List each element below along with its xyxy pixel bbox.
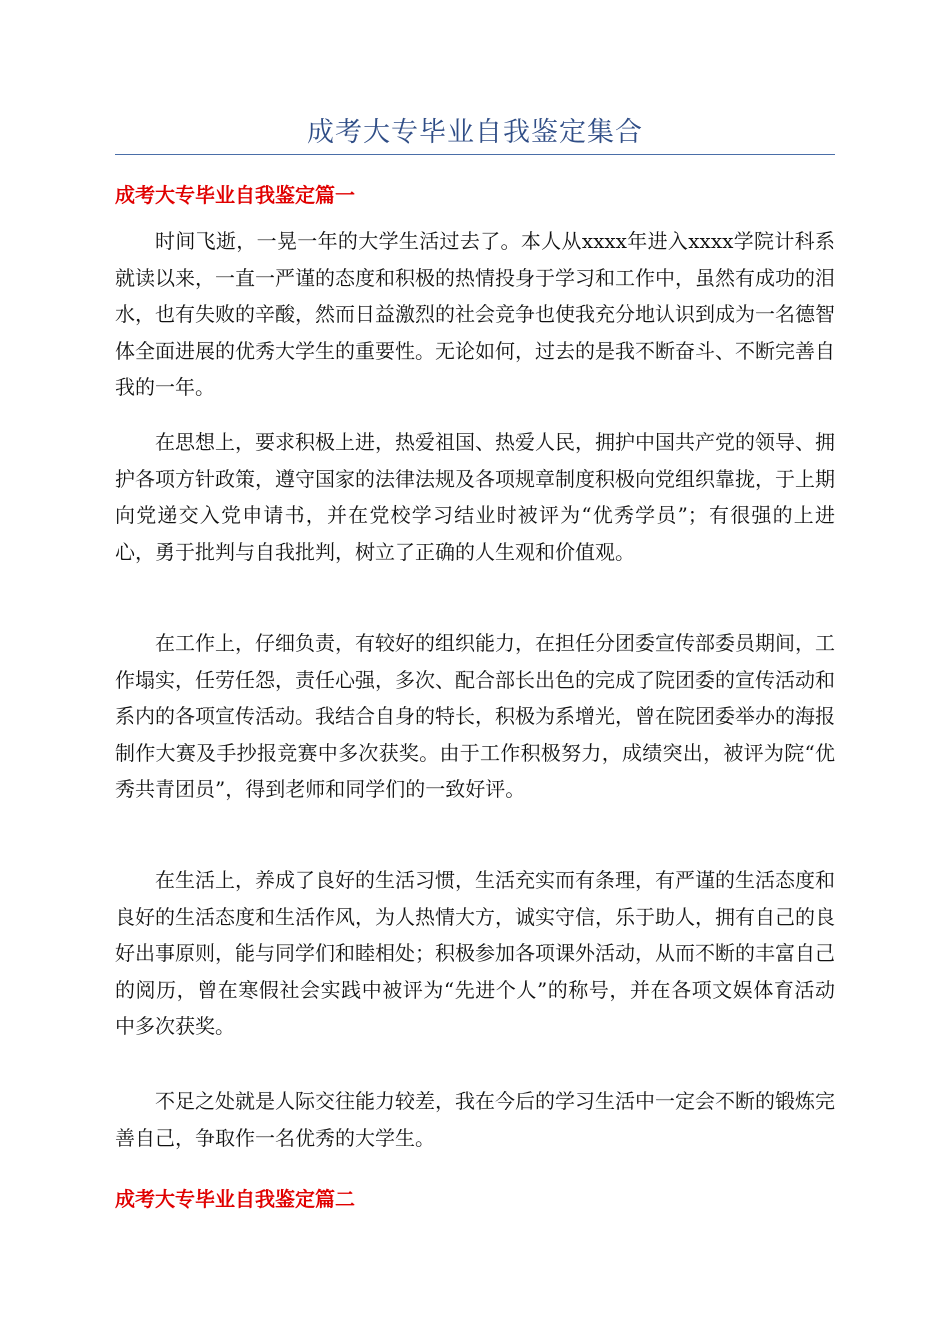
paragraph-1: 时间飞逝，一晃一年的大学生活过去了。本人从xxxx年进入xxxx学院计科系就读以来，一直一严谨的态度和积极的热情投身于学习和工作中，虽然有成功的泪水，也有失败的辛酸，然而日益激烈的社会竞争也使我充分地认识到成为一名德智体全面进展的优秀大学生的重要性。无论如何，过去的是我不断奋斗、不断完善自我的一年。 [115,229,835,399]
title-underline [115,154,835,155]
document-title: 成考大专毕业自我鉴定集合 [307,117,643,148]
section-heading-2: 成考大专毕业自我鉴定篇二 [115,1187,355,1211]
paragraph-2: 在思想上，要求积极上进，热爱祖国、热爱人民，拥护中国共产党的领导、拥护各项方针政策，遵守国家的法律法规及各项规章制度积极向党组织靠拢，于上期向党递交入党申请书，并在党校学习结业时被评为“优秀学员”；有很强的上进心，勇于批判与自我批判，树立了正确的人生观和价值观。 [115,430,835,564]
paragraph-4: 在生活上，养成了良好的生活习惯，生活充实而有条理，有严谨的生活态度和良好的生活态度和生活作风，为人热情大方，诚实守信，乐于助人，拥有自己的良好出事原则，能与同学们和睦相处；积极参加各项课外活动，从而不断的丰富自己的阅历，曾在寒假社会实践中被评为“先进个人”的称号，并在各项文娱体育活动中多次获奖。 [115,868,835,1038]
paragraph-3: 在工作上，仔细负责，有较好的组织能力，在担任分团委宣传部委员期间，工作塌实，任劳任怨，责任心强，多次、配合部长出色的完成了院团委的宣传活动和系内的各项宣传活动。我结合自身的特长，积极为系增光，曾在院团委举办的海报制作大赛及手抄报竞赛中多次获奖。由于工作积极努力，成绩突出，被评为院“优秀共青团员”，得到老师和同学们的一致好评。 [115,631,835,801]
paragraph-5: 不足之处就是人际交往能力较差，我在今后的学习生活中一定会不断的锻炼完善自己，争取作一名优秀的大学生。 [115,1089,835,1150]
section-heading-1: 成考大专毕业自我鉴定篇一 [115,183,355,207]
